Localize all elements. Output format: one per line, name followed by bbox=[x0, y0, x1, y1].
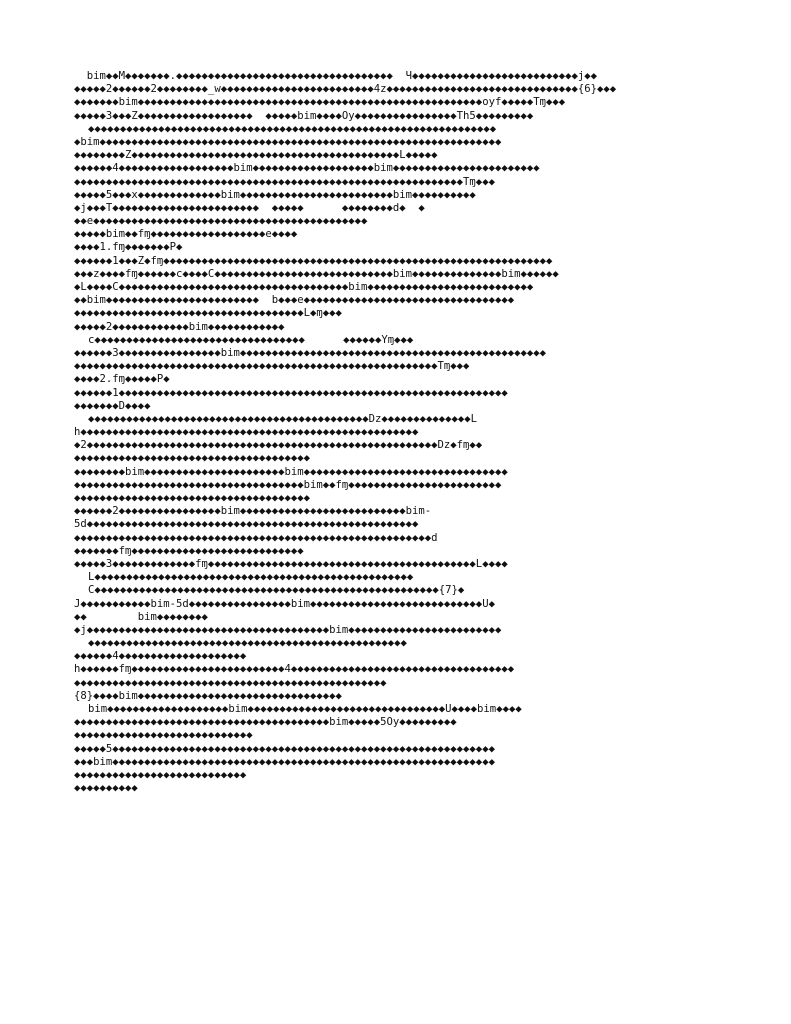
text-line: 5d◆◆◆◆◆◆◆◆◆◆◆◆◆◆◆◆◆◆◆◆◆◆◆◆◆◆◆◆◆◆◆◆◆◆◆◆◆◆◆◆◆◆◆◆◆◆◆◆◆◆◆◆ bbox=[74, 518, 419, 531]
text-line: ◆◆e◆◆◆◆◆◆◆◆◆◆◆◆◆◆◆◆◆◆◆◆◆◆◆◆◆◆◆◆◆◆◆◆◆◆◆◆◆◆◆◆◆◆◆ bbox=[74, 215, 368, 228]
text-line: ◆◆◆◆◆◆◆◆Z◆◆◆◆◆◆◆◆◆◆◆◆◆◆◆◆◆◆◆◆◆◆◆◆◆◆◆◆◆◆◆◆◆◆◆◆◆◆◆◆◆◆L◆◆◆◆◆ bbox=[74, 149, 438, 162]
text-line: ◆bim◆◆◆◆◆◆◆◆◆◆◆◆◆◆◆◆◆◆◆◆◆◆◆◆◆◆◆◆◆◆◆◆◆◆◆◆◆◆◆◆◆◆◆◆◆◆◆◆◆◆◆◆◆◆◆◆◆◆◆◆◆◆◆ bbox=[74, 135, 502, 148]
text-line: ◆◆◆◆◆◆2◆◆◆◆◆◆◆◆◆◆◆◆◆◆◆◆bim◆◆◆◆◆◆◆◆◆◆◆◆◆◆◆◆◆◆◆◆◆◆◆◆◆◆bim- bbox=[74, 505, 432, 518]
text-line: ◆◆◆◆◆◆◆◆◆◆◆◆◆◆◆◆◆◆◆◆◆◆◆◆◆◆◆◆◆◆◆◆◆◆◆◆◆◆◆◆◆◆◆◆◆◆◆◆◆◆ bbox=[88, 637, 407, 650]
text-line: ◆◆◆◆◆◆3◆◆◆◆◆◆◆◆◆◆◆◆◆◆◆◆bim◆◆◆◆◆◆◆◆◆◆◆◆◆◆◆◆◆◆◆◆◆◆◆◆◆◆◆◆◆◆◆◆◆◆◆◆◆◆◆◆◆◆◆◆◆◆◆◆ bbox=[74, 346, 546, 359]
text-line: h◆◆◆◆◆◆◆◆◆◆◆◆◆◆◆◆◆◆◆◆◆◆◆◆◆◆◆◆◆◆◆◆◆◆◆◆◆◆◆◆◆◆◆◆◆◆◆◆◆◆◆◆◆ bbox=[74, 426, 419, 439]
text-line: ◆◆◆◆◆◆4◆◆◆◆◆◆◆◆◆◆◆◆◆◆◆◆◆◆bim◆◆◆◆◆◆◆◆◆◆◆◆◆◆◆◆◆◆◆bim◆◆◆◆◆◆◆◆◆◆◆◆◆◆◆◆◆◆◆◆◆◆◆ bbox=[74, 162, 540, 175]
text-line: ◆◆◆◆◆◆◆◆◆◆◆◆◆◆◆◆◆◆◆◆◆◆◆◆◆◆◆◆◆◆◆◆◆◆◆◆◆◆◆◆◆◆◆◆◆◆◆◆◆◆◆◆◆◆◆◆◆◆◆◆◆Tɱ◆◆◆ bbox=[74, 175, 495, 188]
text-line: ◆◆◆◆◆◆◆◆bim◆◆◆◆◆◆◆◆◆◆◆◆◆◆◆◆◆◆◆◆◆◆bim◆◆◆◆◆◆◆◆◆◆◆◆◆◆◆◆◆◆◆◆◆◆◆◆◆◆◆◆◆◆◆◆ bbox=[74, 465, 508, 478]
text-line: ◆j◆◆◆T◆◆◆◆◆◆◆◆◆◆◆◆◆◆◆◆◆◆◆◆◆◆◆ ◆◆◆◆◆ ◆◆◆◆◆◆◆◆d◆ ◆ bbox=[74, 201, 425, 214]
text-line: ◆◆◆◆◆◆◆◆◆◆◆◆◆◆◆◆◆◆◆◆◆◆◆◆◆◆◆◆◆◆◆◆◆◆◆◆◆◆◆◆◆◆◆◆◆◆◆◆◆◆◆◆◆◆◆◆◆◆◆◆◆◆◆◆ bbox=[88, 122, 497, 135]
text-line: L◆◆◆◆◆◆◆◆◆◆◆◆◆◆◆◆◆◆◆◆◆◆◆◆◆◆◆◆◆◆◆◆◆◆◆◆◆◆◆◆◆◆◆◆◆◆◆◆◆◆ bbox=[88, 571, 414, 584]
text-line: ◆◆◆◆◆◆◆◆◆◆◆◆◆◆◆◆◆◆◆◆◆◆◆◆◆◆◆◆◆◆◆◆◆◆◆◆◆◆◆◆◆◆◆◆◆◆◆◆◆ bbox=[74, 676, 387, 689]
text-line: ◆◆◆◆2.fɱ◆◆◆◆◆P◆ bbox=[74, 373, 170, 386]
text-line: ◆L◆◆◆◆C◆◆◆◆◆◆◆◆◆◆◆◆◆◆◆◆◆◆◆◆◆◆◆◆◆◆◆◆◆◆◆◆◆◆◆◆bim◆◆◆◆◆◆◆◆◆◆◆◆◆◆◆◆◆◆◆◆◆◆◆◆◆◆ bbox=[74, 281, 534, 293]
text-line: ◆◆◆◆1.fɱ◆◆◆◆◆◆◆P◆ bbox=[74, 241, 183, 254]
text-line: ◆◆◆◆◆3◆◆◆Z◆◆◆◆◆◆◆◆◆◆◆◆◆◆◆◆◆◆ ◆◆◆◆◆bim◆◆◆◆Oy◆◆◆◆◆◆◆◆◆◆◆◆◆◆◆◆Th5◆◆◆◆◆◆◆◆◆ bbox=[74, 109, 534, 122]
text-line: J◆◆◆◆◆◆◆◆◆◆◆bim-5d◆◆◆◆◆◆◆◆◆◆◆◆◆◆◆◆bim◆◆◆◆◆◆◆◆◆◆◆◆◆◆◆◆◆◆◆◆◆◆◆◆◆◆◆U◆ bbox=[74, 597, 495, 610]
text-line: ◆◆◆◆◆2◆◆◆◆◆◆2◆◆◆◆◆◆◆◆_w◆◆◆◆◆◆◆◆◆◆◆◆◆◆◆◆◆◆◆◆◆◆◆◆4z◆◆◆◆◆◆◆◆◆◆◆◆◆◆◆◆◆◆◆◆◆◆◆◆◆◆◆◆◆◆{6}◆◆◆ bbox=[74, 83, 617, 96]
text-line: ◆◆◆◆◆◆◆bim◆◆◆◆◆◆◆◆◆◆◆◆◆◆◆◆◆◆◆◆◆◆◆◆◆◆◆◆◆◆◆◆◆◆◆◆◆◆◆◆◆◆◆◆◆◆◆◆◆◆◆◆◆◆oyf◆◆◆◆◆Tɱ◆◆◆ bbox=[74, 96, 566, 109]
text-line: ◆◆◆◆◆◆◆◆◆◆◆◆◆◆◆◆◆◆◆◆◆◆◆◆◆◆◆◆◆◆◆◆◆◆◆◆◆ bbox=[74, 452, 310, 465]
text-line: ◆◆◆◆◆◆◆fɱ◆◆◆◆◆◆◆◆◆◆◆◆◆◆◆◆◆◆◆◆◆◆◆◆◆◆◆ bbox=[74, 544, 304, 557]
text-line: c◆◆◆◆◆◆◆◆◆◆◆◆◆◆◆◆◆◆◆◆◆◆◆◆◆◆◆◆◆◆◆◆◆ ◆◆◆◆◆◆Yɱ◆◆◆ bbox=[88, 333, 414, 346]
text-line: ◆2◆◆◆◆◆◆◆◆◆◆◆◆◆◆◆◆◆◆◆◆◆◆◆◆◆◆◆◆◆◆◆◆◆◆◆◆◆◆◆◆◆◆◆◆◆◆◆◆◆◆◆◆◆◆◆Dz◆fɱ◆◆ bbox=[74, 439, 483, 452]
text-line: bim◆◆◆◆◆◆◆◆◆◆◆◆◆◆◆◆◆◆◆bim◆◆◆◆◆◆◆◆◆◆◆◆◆◆◆◆◆◆◆◆◆◆◆◆◆◆◆◆◆◆◆U◆◆◆◆bim◆◆◆◆ bbox=[88, 703, 522, 715]
text-line: ◆◆◆◆◆◆◆◆◆◆◆◆◆◆◆◆◆◆◆◆◆◆◆◆◆◆◆◆◆◆◆◆◆◆◆◆◆◆◆◆◆◆◆◆◆◆◆◆◆◆◆◆◆◆◆◆◆Tɱ◆◆◆ bbox=[74, 360, 470, 373]
text-line: ◆◆◆◆◆◆◆◆◆◆◆◆◆◆◆◆◆◆◆◆◆◆◆◆◆◆◆◆◆◆◆◆◆◆◆◆◆ bbox=[74, 492, 310, 504]
text-line: ◆◆◆◆◆5◆◆◆x◆◆◆◆◆◆◆◆◆◆◆◆◆bim◆◆◆◆◆◆◆◆◆◆◆◆◆◆◆◆◆◆◆◆◆◆◆◆bim◆◆◆◆◆◆◆◆◆◆ bbox=[74, 188, 476, 201]
text-line: C◆◆◆◆◆◆◆◆◆◆◆◆◆◆◆◆◆◆◆◆◆◆◆◆◆◆◆◆◆◆◆◆◆◆◆◆◆◆◆◆◆◆◆◆◆◆◆◆◆◆◆◆◆◆{7}◆ bbox=[88, 584, 465, 597]
text-line: ◆◆◆◆◆◆4◆◆◆◆◆◆◆◆◆◆◆◆◆◆◆◆◆◆◆◆ bbox=[74, 650, 247, 663]
text-line: ◆◆◆◆◆◆◆◆◆◆◆◆◆◆◆◆◆◆◆◆◆◆◆◆◆◆◆◆◆◆◆◆◆◆◆◆bim◆◆fɱ◆◆◆◆◆◆◆◆◆◆◆◆◆◆◆◆◆◆◆◆◆◆◆◆ bbox=[74, 478, 502, 491]
text-line: bim◆◆M◆◆◆◆◆◆◆.◆◆◆◆◆◆◆◆◆◆◆◆◆◆◆◆◆◆◆◆◆◆◆◆◆◆◆◆◆◆◆◆◆◆ Ч◆◆◆◆◆◆◆◆◆◆◆◆◆◆◆◆◆◆◆◆◆◆◆◆◆◆j◆◆ bbox=[74, 70, 597, 82]
text-line: h◆◆◆◆◆◆fɱ◆◆◆◆◆◆◆◆◆◆◆◆◆◆◆◆◆◆◆◆◆◆◆◆4◆◆◆◆◆◆◆◆◆◆◆◆◆◆◆◆◆◆◆◆◆◆◆◆◆◆◆◆◆◆◆◆◆◆◆ bbox=[74, 663, 515, 676]
text-line: ◆◆◆◆◆◆◆◆◆◆◆◆◆◆◆◆◆◆◆◆◆◆◆◆◆◆◆◆◆◆◆◆◆◆◆◆L◆ɱ◆◆◆ bbox=[74, 307, 342, 320]
text-line: ◆◆◆◆◆◆1◆◆◆Z◆fɱ◆◆◆◆◆◆◆◆◆◆◆◆◆◆◆◆◆◆◆◆◆◆◆◆◆◆◆◆◆◆◆◆◆◆◆◆◆◆◆◆◆◆◆◆◆◆◆◆◆◆◆◆◆◆◆◆◆◆◆◆◆ bbox=[74, 254, 553, 267]
text-line: ◆◆◆◆◆◆1◆◆◆◆◆◆◆◆◆◆◆◆◆◆◆◆◆◆◆◆◆◆◆◆◆◆◆◆◆◆◆◆◆◆◆◆◆◆◆◆◆◆◆◆◆◆◆◆◆◆◆◆◆◆◆◆◆◆◆◆◆ bbox=[74, 386, 508, 399]
text-line: ◆◆◆◆◆2◆◆◆◆◆◆◆◆◆◆◆◆bim◆◆◆◆◆◆◆◆◆◆◆◆ bbox=[74, 320, 285, 333]
document-body bbox=[74, 70, 722, 795]
text-line: ◆◆ bim◆◆◆◆◆◆◆◆ bbox=[74, 610, 208, 623]
text-line: ◆◆◆◆◆3◆◆◆◆◆◆◆◆◆◆◆◆◆fɱ◆◆◆◆◆◆◆◆◆◆◆◆◆◆◆◆◆◆◆◆◆◆◆◆◆◆◆◆◆◆◆◆◆◆◆◆◆◆◆◆◆◆L◆◆◆◆ bbox=[74, 557, 508, 570]
text-line: ◆◆◆◆◆bim◆◆fɱ◆◆◆◆◆◆◆◆◆◆◆◆◆◆◆◆◆◆e◆◆◆◆ bbox=[74, 228, 298, 241]
text-line: ◆◆◆◆◆◆◆◆◆◆◆◆◆◆◆◆◆◆◆◆◆◆◆◆◆◆◆◆◆◆◆◆◆◆◆◆◆◆◆◆bim◆◆◆◆◆5Oy◆◆◆◆◆◆◆◆◆ bbox=[74, 716, 457, 729]
text-line: ◆◆◆◆◆◆◆◆◆◆◆◆◆◆◆◆◆◆◆◆◆◆◆◆◆◆◆◆◆◆◆◆◆◆◆◆◆◆◆◆◆◆◆◆◆◆◆◆◆◆◆◆◆◆◆◆d bbox=[74, 531, 438, 544]
text-line: ◆◆◆◆◆◆◆◆◆◆ bbox=[74, 782, 138, 795]
text-line: ◆◆◆◆◆◆◆D◆◆◆◆ bbox=[74, 399, 151, 412]
text-line: ◆◆◆◆◆◆◆◆◆◆◆◆◆◆◆◆◆◆◆◆◆◆◆◆◆◆◆◆◆◆◆◆◆◆◆◆◆◆◆◆◆◆◆◆Dz◆◆◆◆◆◆◆◆◆◆◆◆◆◆L bbox=[88, 412, 478, 425]
text-line: ◆◆◆◆◆◆◆◆◆◆◆◆◆◆◆◆◆◆◆◆◆◆◆◆◆◆◆ bbox=[74, 768, 247, 781]
text-line: ◆j◆◆◆◆◆◆◆◆◆◆◆◆◆◆◆◆◆◆◆◆◆◆◆◆◆◆◆◆◆◆◆◆◆◆◆◆◆◆bim◆◆◆◆◆◆◆◆◆◆◆◆◆◆◆◆◆◆◆◆◆◆◆◆ bbox=[74, 623, 502, 636]
text-line: ◆◆◆bim◆◆◆◆◆◆◆◆◆◆◆◆◆◆◆◆◆◆◆◆◆◆◆◆◆◆◆◆◆◆◆◆◆◆◆◆◆◆◆◆◆◆◆◆◆◆◆◆◆◆◆◆◆◆◆◆◆◆◆◆ bbox=[74, 755, 495, 768]
text-line: ◆◆◆◆◆5◆◆◆◆◆◆◆◆◆◆◆◆◆◆◆◆◆◆◆◆◆◆◆◆◆◆◆◆◆◆◆◆◆◆◆◆◆◆◆◆◆◆◆◆◆◆◆◆◆◆◆◆◆◆◆◆◆◆◆◆ bbox=[74, 742, 495, 755]
text-line: ◆◆bim◆◆◆◆◆◆◆◆◆◆◆◆◆◆◆◆◆◆◆◆◆◆◆◆ b◆◆◆e◆◆◆◆◆◆◆◆◆◆◆◆◆◆◆◆◆◆◆◆◆◆◆◆◆◆◆◆◆◆◆◆◆ bbox=[74, 294, 515, 307]
text-line: ◆◆◆◆◆◆◆◆◆◆◆◆◆◆◆◆◆◆◆◆◆◆◆◆◆◆◆◆ bbox=[74, 729, 253, 742]
text-line: ◆◆◆z◆◆◆◆fɱ◆◆◆◆◆◆c◆◆◆◆C◆◆◆◆◆◆◆◆◆◆◆◆◆◆◆◆◆◆◆◆◆◆◆◆◆◆◆◆bim◆◆◆◆◆◆◆◆◆◆◆◆◆◆bim◆◆◆◆◆◆ bbox=[74, 267, 559, 280]
text-line: {8}◆◆◆◆bim◆◆◆◆◆◆◆◆◆◆◆◆◆◆◆◆◆◆◆◆◆◆◆◆◆◆◆◆◆◆◆◆ bbox=[74, 689, 342, 702]
